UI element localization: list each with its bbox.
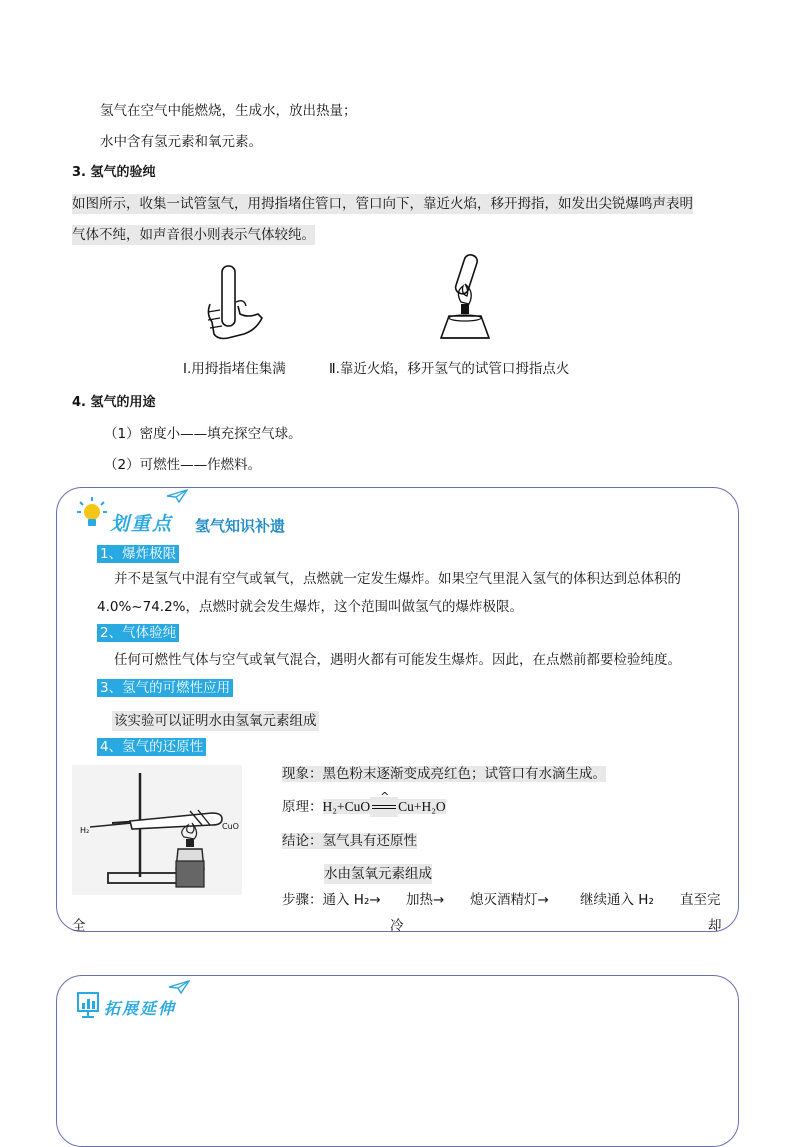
conclusion-text: 结论：氢气具有还原性 [282, 833, 417, 849]
lightbulb-icon [76, 496, 108, 530]
steps-tail: 冷 [390, 918, 404, 934]
topic-tag: 4、氢气的还原性 [97, 738, 206, 756]
topic-tag: 3、氢气的可燃性应用 [97, 679, 233, 697]
paper-plane-icon [166, 489, 188, 503]
paragraph-line: 任何可燃性气体与空气或氧气混合，遇明火都有可能发生爆炸。因此，在点燃前都要检验纯度。 [114, 652, 681, 668]
topic-tag: 2、气体验纯 [97, 624, 179, 642]
topic-tag: 1、爆炸极限 [97, 545, 179, 563]
principle-row [282, 790, 446, 817]
thumb-test-tube-figure [200, 262, 270, 347]
steps-step: 熄灭酒精灯→ [470, 892, 549, 908]
figure-caption: Ⅱ.靠近火焰，移开氢气的试管口拇指点火 [329, 361, 570, 377]
phenomenon-value: 现象：黑色粉末逐渐变成亮红色；试管口有水滴生成。 [282, 766, 606, 782]
apparatus-figure [72, 765, 242, 895]
lamp-test-tube-figure [435, 252, 495, 347]
reaction-condition: ^ [370, 797, 398, 817]
section-heading: 3. 氢气的验纯 [72, 165, 156, 180]
chart-board-icon [76, 991, 100, 1019]
text-line: 水中含有氢元素和氧元素。 [100, 134, 262, 150]
figure-caption: Ⅰ.用拇指堵住集满 [183, 361, 286, 377]
paragraph-line: 并不是氢气中混有空气或氧气，点燃就一定发生爆炸。如果空气里混入氢气的体积达到总体积的 [114, 571, 681, 587]
paragraph-line: 4.0%~74.2%，点燃时就会发生爆炸，这个范围叫做氢气的爆炸极限。 [97, 599, 523, 615]
paper-plane-icon [168, 980, 190, 994]
steps-tail: 却 [708, 918, 722, 934]
paragraph-line: 如图所示，收集一试管氢气，用拇指堵住管口，管口向下，靠近火焰，移开拇指，如发出尖锐爆鸣声表明 [72, 196, 693, 212]
cuo-label: CuO [222, 822, 239, 831]
conclusion-text: 水由氢氧元素组成 [324, 866, 432, 882]
box-title: 划重点 [110, 513, 174, 535]
steps-tail: 全 [72, 918, 86, 934]
steps-step: 继续通入 H₂ [580, 892, 654, 908]
box-subtitle: 氢气知识补遗 [195, 517, 286, 535]
paragraph-line: 气体不纯，如声音很小则表示气体较纯。 [72, 227, 315, 243]
list-item: （1）密度小——填充探空气球。 [104, 426, 302, 442]
steps-step: 加热→ [406, 892, 445, 908]
steps-step: 步骤：通入 H₂→ [282, 892, 381, 908]
principle-right: Cu+H₂O [398, 799, 446, 814]
principle-label: 原理： [282, 799, 323, 815]
section-heading: 4. 氢气的用途 [72, 395, 156, 410]
steps-step: 直至完 [680, 892, 721, 908]
text-line: 氢气在空气中能燃烧，生成水，放出热量； [100, 103, 357, 119]
paragraph-line: 该实验可以证明水由氢氧元素组成 [114, 713, 317, 729]
h2-label: H₂ [80, 826, 90, 835]
principle-left: H₂+CuO [322, 799, 371, 814]
list-item: （2）可燃性——作燃料。 [104, 457, 262, 473]
phenomenon-text [282, 764, 606, 784]
box-title: 拓展延伸 [104, 999, 177, 1018]
